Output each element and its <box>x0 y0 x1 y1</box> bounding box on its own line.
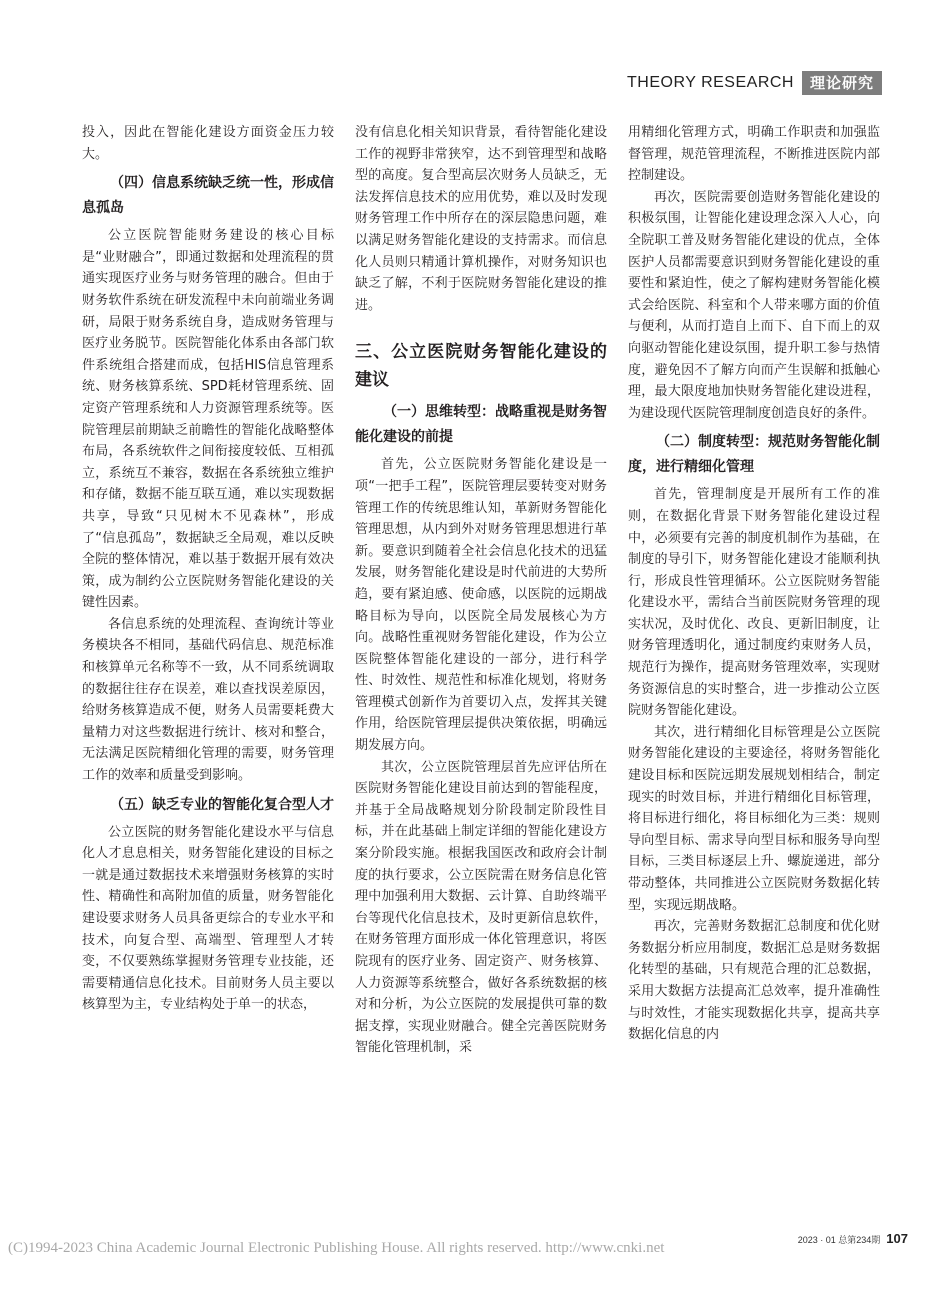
subsection-heading: （一）思维转型：战略重视是财务智能化建设的前提 <box>355 404 607 446</box>
text-column-3 <box>628 122 880 1046</box>
paragraph: 没有信息化相关知识背景，看待智能化建设工作的视野非常狭窄，达不到管理型和战略型的高度。复合型高层次财务人员缺乏，无法发挥信息技术的应用优势，难以及时发现财务管理工作中所存在的深层隐患问题，难以满足财务智能化建设的支持需求。而信息化人员则只精通计算机操作，对财务知识也缺乏了解，不利于医院财务智能化建设的推进。 <box>355 125 607 313</box>
journal-header <box>627 72 882 94</box>
paragraph: 其次，公立医院管理层首先应评估所在医院财务智能化建设目前达到的智能程度，并基于全局战略规划分阶段制定阶段性目标，并在此基础上制定详细的智能化建设方案分阶段实施。根据我国医改和政府会计制度的执行要求，公立医院需在财务信息化管理中加强利用大数据、云计算、自助终端平台等现代化信息技术，及时更新信息软件，在财务管理方面形成一体化管理意识，将医院现有的医疗业务、固定资产、财务核算、人力资源等系统整合，做好各系统数据的核对和分析，为公立医院的发展提供可靠的数据支撑，实现业财融合。健全完善医院财务智能化管理机制，采 <box>355 759 607 1056</box>
section-title-en: THEORY RESEARCH <box>627 74 794 91</box>
text-column-1 <box>82 122 334 1016</box>
issue-info: 2023 · 01 总第234期 <box>797 1235 881 1245</box>
paragraph: 各信息系统的处理流程、查询统计等业务模块各不相同，基础代码信息、规范标准和核算单元名称等不一致，从不同系统调取的数据往往存在误差，难以查找误差原因，给财务核算造成不便，财务人员需要耗费大量精力对这些数据进行统计、核对和整合，无法满足医院精细化管理的需要，财务管理工作的效率和质量受到影响。 <box>82 616 334 784</box>
paragraph: 公立医院的财务智能化建设水平与信息化人才息息相关，财务智能化建设的目标之一就是通过数据技术来增强财务核算的实时性、精确性和高附加值的质量，财务智能化建设要求财务人员具备更综合的专业水平和技术，向复合型、高端型、管理型人才转变，不仅要熟练掌握财务管理专业技能，还需要精通信息化技术。目前财务人员主要以核算型为主，专业结构处于单一的状态， <box>82 824 334 1013</box>
subsection-heading: （二）制度转型：规范财务智能化制度，进行精细化管理 <box>628 434 880 476</box>
paragraph: 首先，公立医院财务智能化建设是一项“一把手工程”，医院管理层要转变对财务管理工作的传统思维认知，革新财务智能化管理思想，从内到外对财务管理思想进行革新。要意识到随着全社会信息化技术的迅猛发展，财务智能化建设是时代前进的大势所趋，要有紧迫感、使命感，以医院的远期战略目标为导向，以医院全局发展核心为方向。战略性重视财务智能化建设，作为公立医院整体智能化建设的一部分，进行科学性、时效性、规范性和标准化规划，将财务管理模式创新作为首要切入点，发挥其关键作用，给医院管理层提供决策依据，明确远期发展方向。 <box>355 457 607 754</box>
paragraph: 投入，因此在智能化建设方面资金压力较大。 <box>82 125 334 162</box>
paragraph: 首先，管理制度是开展所有工作的准则，在数据化背景下财务智能化建设过程中，必须要有完善的制度机制作为基础，在制度的导引下，财务智能化建设才能顺利执行，形成良性管理循环。公立医院财务智能化建设水平，需结合当前医院财务管理的现实状况，及时优化、改良、更新旧制度，让财务管理透明化，通过制度约束财务人员，规范行为操作，提高财务管理效率，实现财务资源信息的实时整合，进一步推动公立医院财务智能化建设。 <box>628 487 880 719</box>
text-column-2 <box>355 122 607 1059</box>
copyright-watermark: (C)1994-2023 China Academic Journal Electronic Publishing House. All rights reserved. http://www.cnki.net <box>8 1240 665 1256</box>
subsection-heading: （四）信息系统缺乏统一性，形成信息孤岛 <box>82 175 334 217</box>
paragraph: 用精细化管理方式，明确工作职责和加强监督管理，规范管理流程，不断推进医院内部控制建设。 <box>628 125 880 184</box>
page-number: 107 <box>886 1231 908 1246</box>
subsection-heading: （五）缺乏专业的智能化复合型人才 <box>110 796 334 813</box>
paragraph: 其次，进行精细化目标管理是公立医院财务智能化建设的主要途径，将财务智能化建设目标和医院远期发展规划相结合，制定现实的时效目标，并进行精细化目标管理，将目标进行细化，将目标细化为三类：规则导向型目标、需求导向型目标和服务导向型目标，三类目标逐层上升、螺旋递进，部分带动整体，共同推进公立医院财务数据化转型，实现远期战略。 <box>628 724 880 913</box>
paragraph: 再次，完善财务数据汇总制度和优化财务数据分析应用制度，数据汇总是财务数据化转型的基础，只有规范合理的汇总数据，采用大数据方法提高汇总效率，提升准确性与时效性，才能实现数据化共享，提高共享数据化信息的内 <box>628 919 880 1043</box>
paragraph: 公立医院智能财务建设的核心目标是“业财融合”，即通过数据和处理流程的贯通实现医疗业务与财务管理的融合。但由于财务软件系统在研发流程中未向前端业务调研，局限于财务系统自身，造成财务管理与医疗业务脱节。医院智能化体系由各部门软件系统组合搭建而成，包括HIS信息管理系统、财务核算系统、SPD耗材管理系统、固定资产管理系统和人力资源管理系统等。医院管理层前期缺乏前瞻性的智能化战略整体布局，各系统软件之间衔接度较低、互相孤立，系统互不兼容，数据在各系统独立维护和存储，数据不能互联互通，难以实现数据共享，导致“只见树木不见森林”，形成了“信息孤岛”，数据缺乏全局观，难以反映全院的整体情况，难以基于数据开展有效决策，成为制约公立医院财务智能化建设的关键性因素。 <box>82 228 334 611</box>
section-title-cn: 理论研究 <box>802 71 882 95</box>
paragraph: 再次，医院需要创造财务智能化建设的积极氛围，让智能化建设理念深入人心，向全院职工普及财务智能化建设的优点，全体医护人员都需要意识到财务智能化建设的重要性和紧迫性，使之了解构建财务智能化模式会给医院、科室和个人带来哪方面的价值与便利，从而打造自上而下、自下而上的双向驱动智能化建设氛围，提升职工参与热情度，避免因不了解方向而产生误解和抵触心理，最大限度地加快财务智能化建设进程，为建设现代医院管理制度创造良好的条件。 <box>628 189 880 421</box>
section-heading: 三、公立医院财务智能化建设的建议 <box>355 342 607 391</box>
